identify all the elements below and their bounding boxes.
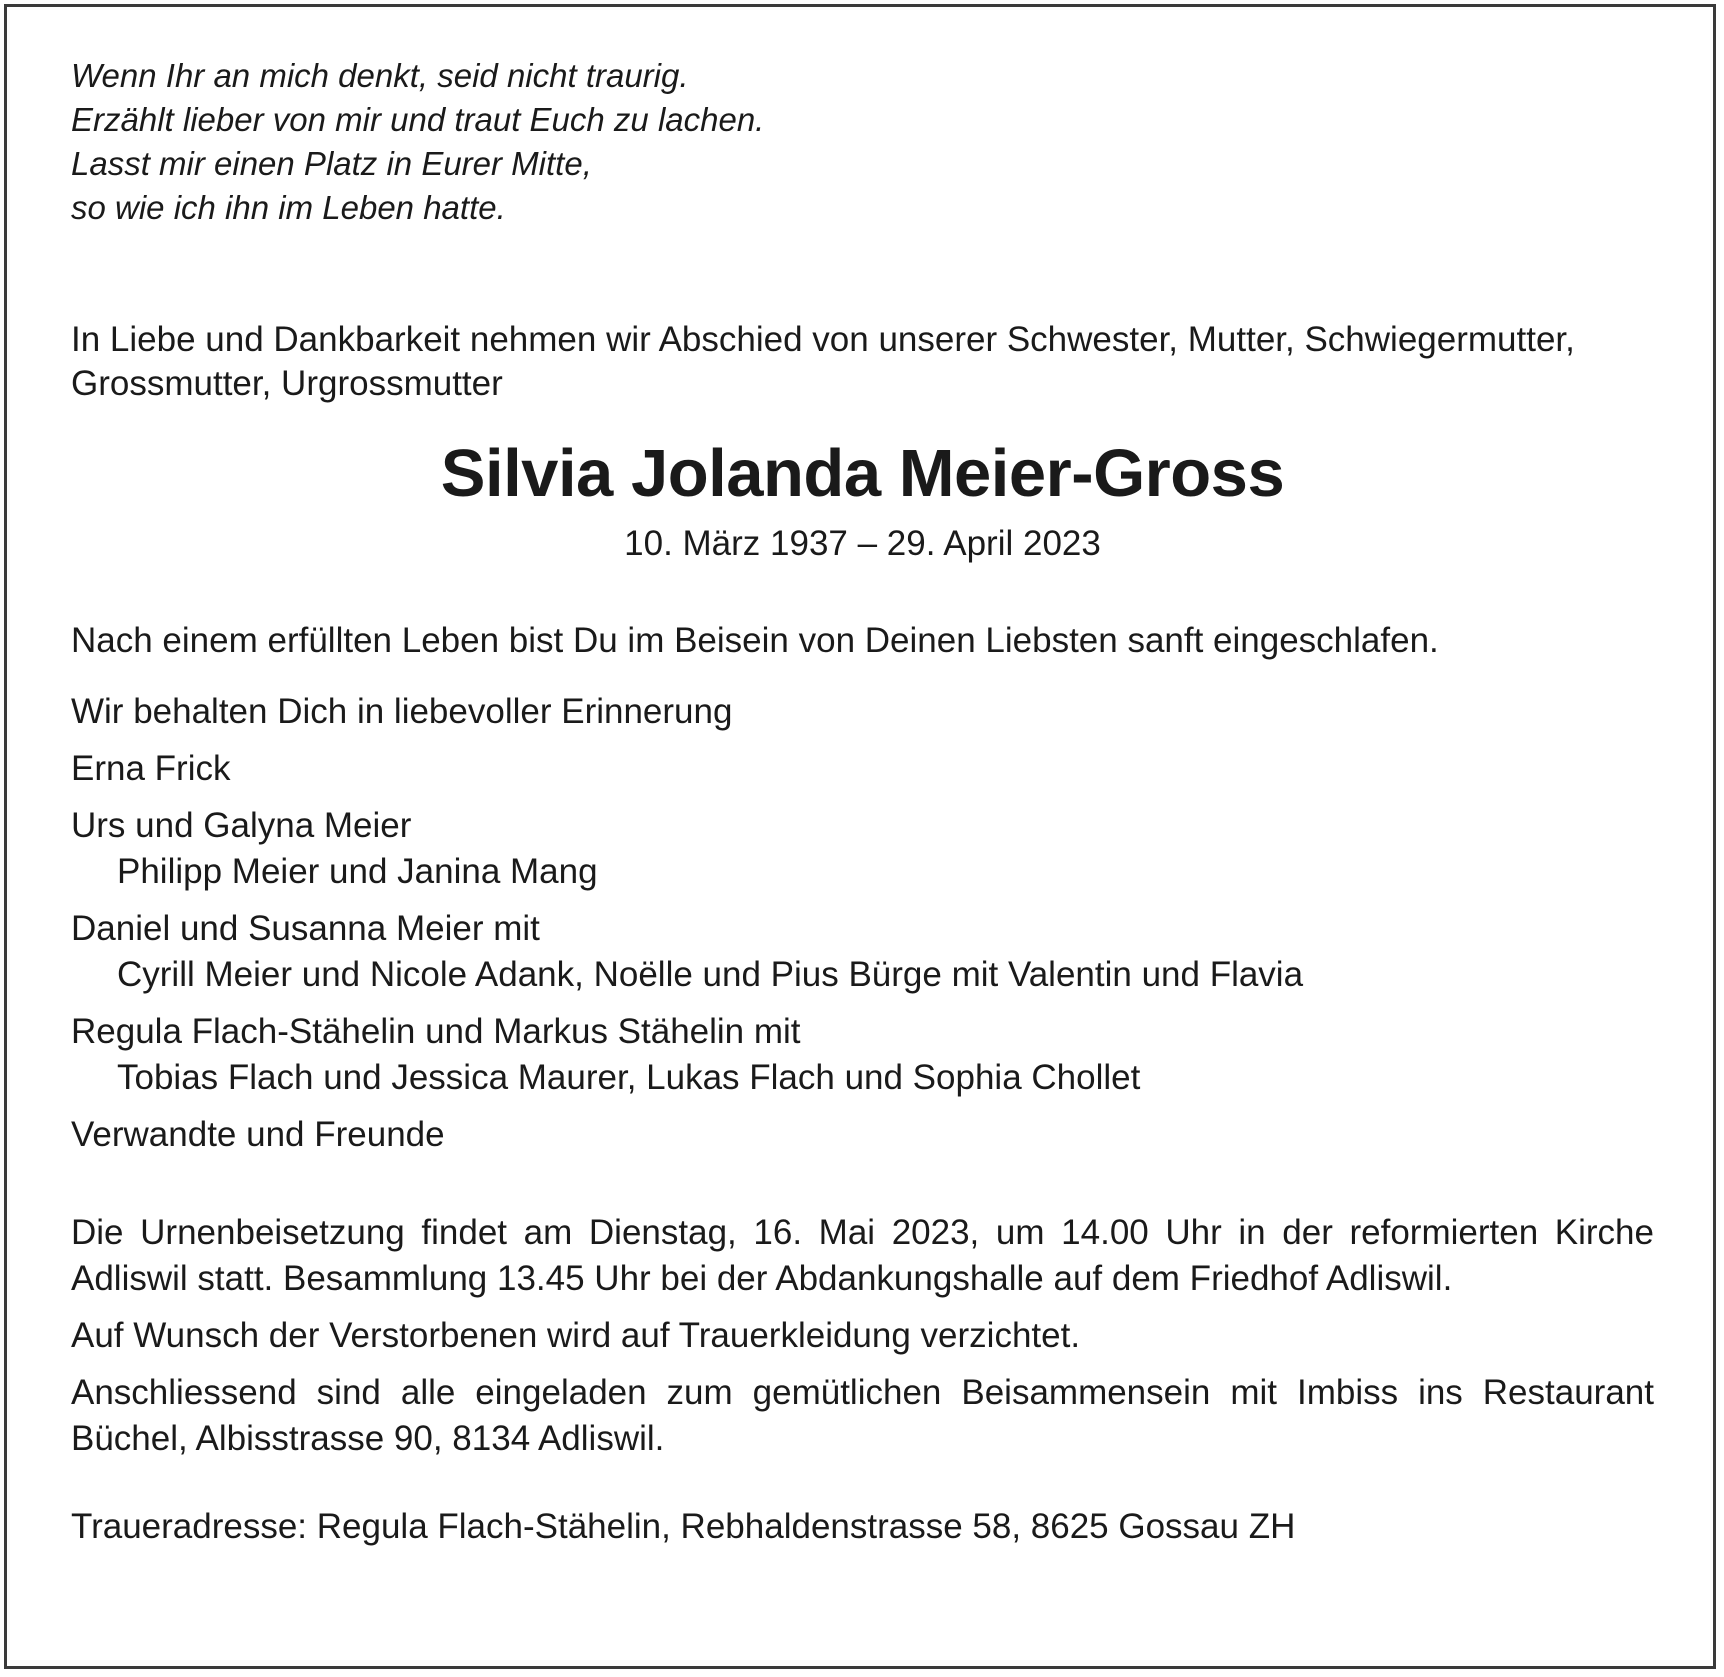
peaceful-passing-text: Nach einem erfüllten Leben bist Du im Beisein von Deinen Liebsten sanft eingeschlafen.: [71, 621, 1439, 660]
mourner-name: Regula Flach-Stähelin und Markus Stähelin mit: [71, 1012, 801, 1051]
mourner-entry: [71, 1009, 1654, 1101]
gathering-invitation: Anschliessend sind alle eingeladen zum gemütlichen Beisammensein mit Imbiss ins Restaurant Büchel, Albisstrasse 90, 8134 Adliswil.: [71, 1373, 1654, 1458]
farewell-intro: In Liebe und Dankbarkeit nehmen wir Abschied von unserer Schwester, Mutter, Schwiegermutter, Grossmutter, Urgrossmutter: [71, 320, 1575, 403]
poem-line-3: Lasst mir einen Platz in Eurer Mitte,: [71, 145, 592, 182]
poem-line-1: Wenn Ihr an mich denkt, seid nicht traurig.: [71, 57, 689, 94]
mourning-address: Traueradresse: Regula Flach-Stähelin, Rebhaldenstrasse 58, 8625 Gossau ZH: [71, 1507, 1296, 1546]
life-dates: 10. März 1937 – 29. April 2023: [624, 524, 1101, 563]
mourner-name: Daniel und Susanna Meier mit: [71, 909, 540, 948]
mourner-entry: [71, 906, 1654, 998]
memorial-poem: [71, 54, 1654, 230]
mourners-list: [71, 746, 1654, 1158]
mourner-entry: [71, 1112, 1654, 1158]
deceased-name: Silvia Jolanda Meier-Gross: [440, 436, 1285, 511]
poem-line-4: so wie ich ihn im Leben hatte.: [71, 189, 506, 226]
obituary-notice: [71, 54, 1654, 1550]
remembrance-line: Wir behalten Dich in liebevoller Erinnerung: [71, 692, 733, 731]
poem-line-2: Erzählt lieber von mir und traut Euch zu lachen.: [71, 101, 765, 138]
mourner-name: Urs und Galyna Meier: [71, 806, 412, 845]
dress-code-note: Auf Wunsch der Verstorbenen wird auf Trauerkleidung verzichtet.: [71, 1316, 1081, 1355]
ceremony-details: Die Urnenbeisetzung findet am Dienstag, 16. Mai 2023, um 14.00 Uhr in der reformierten Kirche Adliswil statt. Besammlung 13.45 Uhr bei der Abdankungshalle auf dem Friedhof Adliswil.: [71, 1213, 1654, 1298]
mourner-name: Verwandte und Freunde: [71, 1115, 445, 1154]
mourner-entry: [71, 803, 1654, 895]
mourner-descendants: Philipp Meier und Janina Mang: [117, 852, 598, 891]
mourner-entry: [71, 746, 1654, 792]
mourner-descendants: Cyrill Meier und Nicole Adank, Noëlle und Pius Bürge mit Valentin und Flavia: [117, 955, 1304, 994]
mourner-name: Erna Frick: [71, 749, 231, 788]
mourner-descendants: Tobias Flach und Jessica Maurer, Lukas Flach und Sophia Chollet: [117, 1058, 1141, 1097]
